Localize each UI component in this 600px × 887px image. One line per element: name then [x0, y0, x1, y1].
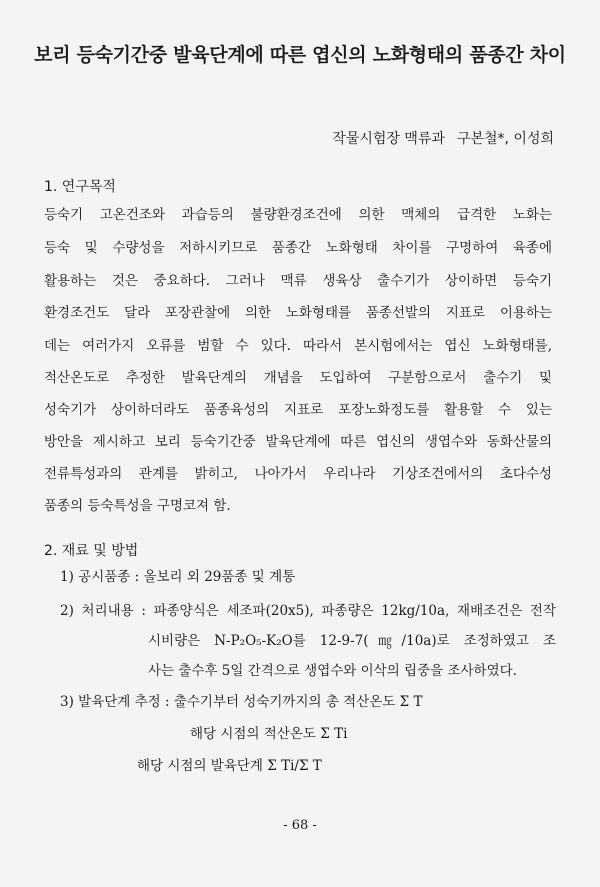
- method-item-stage: 3) 발육단계 추정 : 출수기부터 성숙기까지의 총 적산온도 Σ T: [60, 694, 423, 710]
- body-line: 활용하는 것은 중요하다. 그러나 맥류 생육상 출수기가 상이하면 등숙기: [44, 273, 552, 289]
- author-names: 구본철*, 이성희: [456, 131, 554, 147]
- body-line: 환경조건도 달라 포장관찰에 의한 노화형태를 품종선발의 지표로 이용하는: [44, 305, 552, 321]
- paper-title: 보리 등숙기간중 발육단계에 따른 엽신의 노화형태의 품종간 차이: [34, 44, 566, 66]
- method-item-treatment: 2) 처리내용 : 파종양식은 세조파(20x5), 파종량은 12kg/10a, 재배조건은 전작: [60, 603, 556, 619]
- body-line: 등숙기 고온건조와 과습등의 불량환경조건에 의한 맥체의 급격한 노화는: [44, 207, 552, 223]
- body-line: 성숙기가 상이하더라도 품종육성의 지표로 포장노화정도를 활용할 수 있는: [44, 402, 552, 418]
- section-heading-methods: 2. 재료 및 방법: [44, 543, 139, 559]
- body-line: 데는 여러가지 오류를 범할 수 있다. 따라서 본시험에서는 엽신 노화형태를,: [44, 338, 552, 354]
- author-line: [332, 128, 554, 148]
- method-item-varieties: 1) 공시품종 : 올보리 외 29품종 및 계통: [60, 569, 296, 585]
- formula-numerator: 해당 시점의 적산온도 Σ Ti: [190, 726, 348, 742]
- body-line: 등숙 및 수량성을 저하시키므로 품종간 노화형태 차이를 구명하여 육종에: [44, 240, 552, 256]
- method-item-treatment-cont: 사는 출수후 5일 간격으로 생엽수와 이삭의 립중을 조사하였다.: [148, 663, 517, 679]
- body-line: 전류특성과의 관계를 밝히고, 나아가서 우리나라 기상조건에서의 초다수성: [44, 466, 552, 482]
- method-item-treatment-cont: 시비량은 N-P₂O₅-K₂O를 12-9-7(㎎/10a)로 조정하였고 조: [148, 633, 556, 649]
- body-line: 방안을 제시하고 보리 등숙기간중 발육단계에 따른 엽신의 생엽수와 동화산물의: [44, 434, 552, 450]
- affiliation: 작물시험장 맥류과: [332, 131, 445, 147]
- body-line: 적산온도로 추정한 발육단계의 개념을 도입하여 구분함으로서 출수기 및: [44, 370, 552, 386]
- page-number: - 68 -: [283, 818, 317, 833]
- section-heading-purpose: 1. 연구목적: [44, 179, 116, 195]
- body-line: 품종의 등숙특성을 구명코져 함.: [44, 498, 231, 514]
- formula-line: 해당 시점의 발육단계 Σ Ti/Σ T: [137, 758, 322, 774]
